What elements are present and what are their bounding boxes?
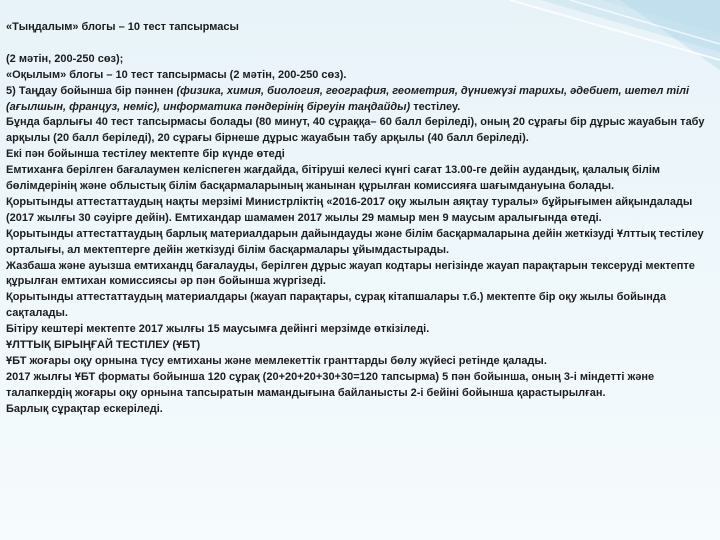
blank-line — [6, 36, 712, 52]
test-structure-paragraph: Бұнда барлығы 40 тест тапсырмасы болады (80 минут, 40 сұраққа– 60 балл беріледі), оның 20 сұрағы бір дұрыс жауабын табу арқылы (20 балл беріледі), 20 сұрағы бірнеше дұрыс жауабын табу арқылы (40 балл беріледі). — [6, 116, 705, 145]
ubt-format-paragraph: 2017 жылғы ҰБТ форматы бойынша 120 сұрақ (20+20+20+30+30=120 тапсырма) 5 пән бойынша, оның 3-і міндетті және талапкердің жоғары оқу орнына тапсыратын мамандығына байланысты 2-і бейіні бойынша қарастырылған. — [6, 370, 655, 399]
listening-block-line: «Тыңдалым» блогы – 10 тест тапсырмасы — [6, 21, 239, 33]
materials-delivery-paragraph: Қорытынды аттестаттаудың барлық материалдарын дайындауды және білім басқармаларына дейін жеткізуді Ұлттық тестілеу орталығы, ал мектептерге дейін жеткізуді білім басқармалары ұйымдастырады. — [6, 227, 704, 256]
reading-block-line: «Оқылым» блогы – 10 тест тапсырмасы (2 мәтін, 200-250 сөз). — [6, 68, 347, 81]
elective-subject-paragraph — [6, 84, 712, 116]
elective-subjects-list: (физика, химия, биология, география, геометрия, дүниежүзі тарихы, әдебиет, шетел тілі (ағылшын, француз, неміс), информатика пәндерінің біреуін таңдайды) — [6, 84, 690, 113]
elective-outro: тестілеу. — [410, 100, 461, 113]
grading-paragraph: Жазбаша және ауызша емтихандц бағалауды, берілген дұрыс жауап кодтары негізінде жауап парақтарын тексеруді мектепте құрылған емтихан комиссиясы әр пән бойынша жүргізеді. — [6, 259, 695, 288]
exam-dates-paragraph: Қорытынды аттестаттаудың нақты мерзімі Министрліктің «2016-2017 оқу жылын аяқтау туралы» бұйрығымен айқындалады (2017 жылғы 30 сәуірге дейін). Емтихандар шамамен 2017 жылы 29 мамыр мен 9 маусым аралығында өтеді. — [6, 195, 693, 224]
materials-storage-paragraph: Қорытынды аттестаттаудың материалдары (жауап парақтары, сұрақ кітапшалары т.б.) мектепте бір оқу жылы бойында сақталады. — [6, 291, 667, 320]
listening-texts-line: (2 мәтін, 200-250 сөз); — [6, 52, 124, 65]
two-subjects-line: Екі пән бойынша тестілеу мектепте бір күнде өтеді — [6, 148, 285, 161]
all-questions-line: Барлық сұрақтар ескеріледі. — [6, 402, 163, 415]
appeal-paragraph: Емтиханға берілген бағалаумен келіспеген жағдайда, бітіруші келесі күнгі сағат 13.00-ге дейін аудандық, қалалық білім бөлімдерінің және облыстық білім басқармаларының жанынан құрылған комиссияға шағымдануына болады. — [6, 164, 661, 193]
ubt-heading: ҰЛТТЫҚ БІРЫҢҒАЙ ТЕСТІЛЕУ (ҰБТ) — [6, 339, 201, 352]
elective-intro: 5) Таңдау бойынша бір пәннен — [6, 84, 177, 97]
graduation-line: Бітіру кештері мектепте 2017 жылғы 15 маусымға дейінгі мерзімде өткізіледі. — [6, 323, 430, 336]
slide-text-body — [6, 20, 712, 418]
ubt-purpose-line: ҰБТ жоғары оқу орнына түсу емтиханы және мемлекеттік гранттарды бөлу жүйесі ретінде қалады. — [6, 355, 547, 368]
